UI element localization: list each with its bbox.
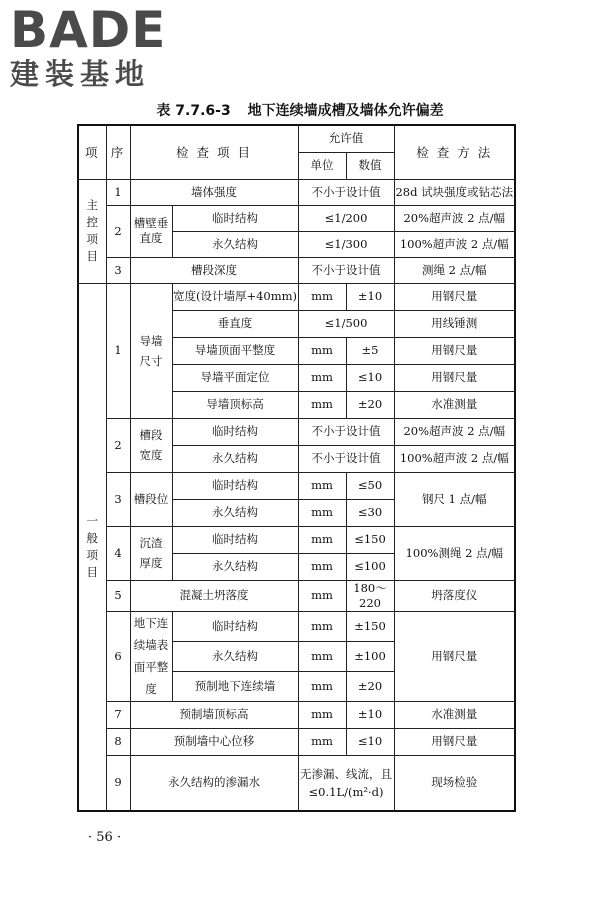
row-subitem: 宽度(设计墙厚+40mm) (172, 283, 298, 310)
row-value: ±150 (346, 611, 394, 641)
row-allowed-line: 无渗漏、线流，且 (300, 766, 393, 781)
row-method: 用钢尺量 (394, 611, 515, 701)
logo-tagline: 建装基地 (10, 57, 151, 91)
header-check-item: 检 查 项 目 (130, 125, 298, 179)
row-unit: mm (298, 701, 346, 728)
row-value: ≤100 (346, 553, 394, 580)
row-unit: mm (298, 553, 346, 580)
row-unit: mm (298, 641, 346, 671)
row-value: ±20 (346, 391, 394, 418)
row-method: 用钢尺量 (394, 337, 515, 364)
row-value: ≤10 (346, 364, 394, 391)
row-subitem: 永久结构 (172, 553, 298, 580)
row-unit: mm (298, 671, 346, 701)
table-row (78, 418, 515, 445)
row-subitem: 预制地下连续墙 (172, 671, 298, 701)
row-method: 100%测绳 2 点/幅 (394, 526, 515, 580)
row-value: ±10 (346, 283, 394, 310)
table-number: 表 7.7.6-3 (156, 103, 231, 119)
row-subitem: 导墙顶面平整度 (172, 337, 298, 364)
row-item (130, 418, 172, 472)
row-method: 用钢尺量 (394, 728, 515, 755)
row-seq: 3 (106, 257, 130, 283)
row-subitem: 永久结构 (172, 231, 298, 257)
row-allowed: 不小于设计值 (298, 179, 394, 205)
table-row (78, 611, 515, 641)
table-row (78, 701, 515, 728)
row-item: 混凝土坍落度 (130, 580, 298, 611)
table-caption (0, 100, 600, 120)
row-method: 现场检验 (394, 755, 515, 811)
row-seq: 5 (106, 580, 130, 611)
row-subitem: 导墙平面定位 (172, 364, 298, 391)
row-item-label: 导墙尺寸 (139, 333, 163, 368)
table-row (78, 283, 515, 310)
row-value: ≤50 (346, 472, 394, 499)
row-item: 预制墙中心位移 (130, 728, 298, 755)
row-allowed: ≤1/500 (298, 310, 394, 337)
row-item (130, 526, 172, 580)
row-value: ≤10 (346, 728, 394, 755)
table-row (78, 728, 515, 755)
row-allowed: 不小于设计值 (298, 418, 394, 445)
row-method: 用线锤测 (394, 310, 515, 337)
row-method: 测绳 2 点/幅 (394, 257, 515, 283)
row-method: 水准测量 (394, 701, 515, 728)
row-method: 用钢尺量 (394, 283, 515, 310)
header-item: 项 (78, 125, 106, 179)
row-item (130, 205, 172, 257)
logo-brand: BADE (10, 1, 167, 59)
row-method: 用钢尺量 (394, 364, 515, 391)
tolerance-table (77, 124, 516, 812)
row-subitem: 永久结构 (172, 499, 298, 526)
row-unit: mm (298, 472, 346, 499)
table-row (78, 205, 515, 231)
row-item: 预制墙顶标高 (130, 701, 298, 728)
row-allowed: ≤1/300 (298, 231, 394, 257)
row-allowed: 不小于设计值 (298, 445, 394, 472)
row-seq: 4 (106, 526, 130, 580)
row-method: 水准测量 (394, 391, 515, 418)
logo (10, 1, 167, 91)
row-value: ±10 (346, 701, 394, 728)
row-value: ±20 (346, 671, 394, 701)
header-allowed: 允许值 (298, 125, 394, 152)
row-allowed: 不小于设计值 (298, 257, 394, 283)
table-row (78, 179, 515, 205)
table-row (78, 472, 515, 499)
row-seq: 1 (106, 179, 130, 205)
row-item-label: 沉渣厚度 (139, 536, 163, 570)
row-allowed: ≤1/200 (298, 205, 394, 231)
row-item: 槽段深度 (130, 257, 298, 283)
table-title: 地下连续墙成槽及墙体允许偏差 (247, 103, 444, 119)
row-unit: mm (298, 526, 346, 553)
row-seq: 7 (106, 701, 130, 728)
row-unit: mm (298, 499, 346, 526)
header-method: 检 查 方 法 (394, 125, 515, 179)
row-method: 坍落度仪 (394, 580, 515, 611)
table-row (78, 755, 515, 811)
row-item: 墙体强度 (130, 179, 298, 205)
row-seq: 8 (106, 728, 130, 755)
row-value: ≤30 (346, 499, 394, 526)
row-subitem: 临时结构 (172, 611, 298, 641)
row-value: ±100 (346, 641, 394, 671)
row-unit: mm (298, 283, 346, 310)
row-unit: mm (298, 580, 346, 611)
row-method: 100%超声波 2 点/幅 (394, 445, 515, 472)
group-general-label: 一般项目 (86, 513, 98, 579)
row-allowed (298, 755, 394, 811)
page-number: · 56 · (88, 830, 122, 845)
row-seq: 2 (106, 205, 130, 257)
row-subitem: 临时结构 (172, 205, 298, 231)
row-seq: 9 (106, 755, 130, 811)
row-method: 28d 试块强度或钻芯法 (394, 179, 515, 205)
group-general (78, 283, 106, 811)
table-row (78, 580, 515, 611)
row-seq: 2 (106, 418, 130, 472)
group-main (78, 179, 106, 283)
row-value: 180～220 (346, 580, 394, 611)
table-row (78, 257, 515, 283)
row-seq: 1 (106, 283, 130, 418)
row-unit: mm (298, 337, 346, 364)
header-unit: 单位 (298, 152, 346, 179)
row-value: ≤150 (346, 526, 394, 553)
row-subitem: 导墙顶标高 (172, 391, 298, 418)
row-unit: mm (298, 611, 346, 641)
row-value: ±5 (346, 337, 394, 364)
row-item-label: 槽段宽度 (139, 428, 163, 462)
row-item-label: 槽壁垂直度 (133, 216, 169, 245)
row-item: 永久结构的渗漏水 (130, 755, 298, 811)
row-unit: mm (298, 391, 346, 418)
row-item-label: 地下连续墙表面平整度 (133, 616, 169, 696)
row-item (130, 611, 172, 701)
row-subitem: 临时结构 (172, 472, 298, 499)
row-subitem: 永久结构 (172, 641, 298, 671)
row-subitem: 永久结构 (172, 445, 298, 472)
header-seq: 序 (106, 125, 130, 179)
table-row (78, 526, 515, 553)
row-subitem: 垂直度 (172, 310, 298, 337)
row-item: 槽段位 (130, 472, 172, 526)
row-subitem: 临时结构 (172, 526, 298, 553)
row-unit: mm (298, 728, 346, 755)
row-allowed-line: ≤0.1L/(m²·d) (308, 784, 384, 799)
row-item (130, 283, 172, 418)
row-method: 20%超声波 2 点/幅 (394, 205, 515, 231)
row-method: 100%超声波 2 点/幅 (394, 231, 515, 257)
row-subitem: 临时结构 (172, 418, 298, 445)
group-main-label: 主控项目 (86, 198, 98, 263)
row-seq: 3 (106, 472, 130, 526)
row-seq: 6 (106, 611, 130, 701)
header-row-1 (78, 125, 515, 152)
row-method: 20%超声波 2 点/幅 (394, 418, 515, 445)
header-value: 数值 (346, 152, 394, 179)
row-unit: mm (298, 364, 346, 391)
row-method: 钢尺 1 点/幅 (394, 472, 515, 526)
